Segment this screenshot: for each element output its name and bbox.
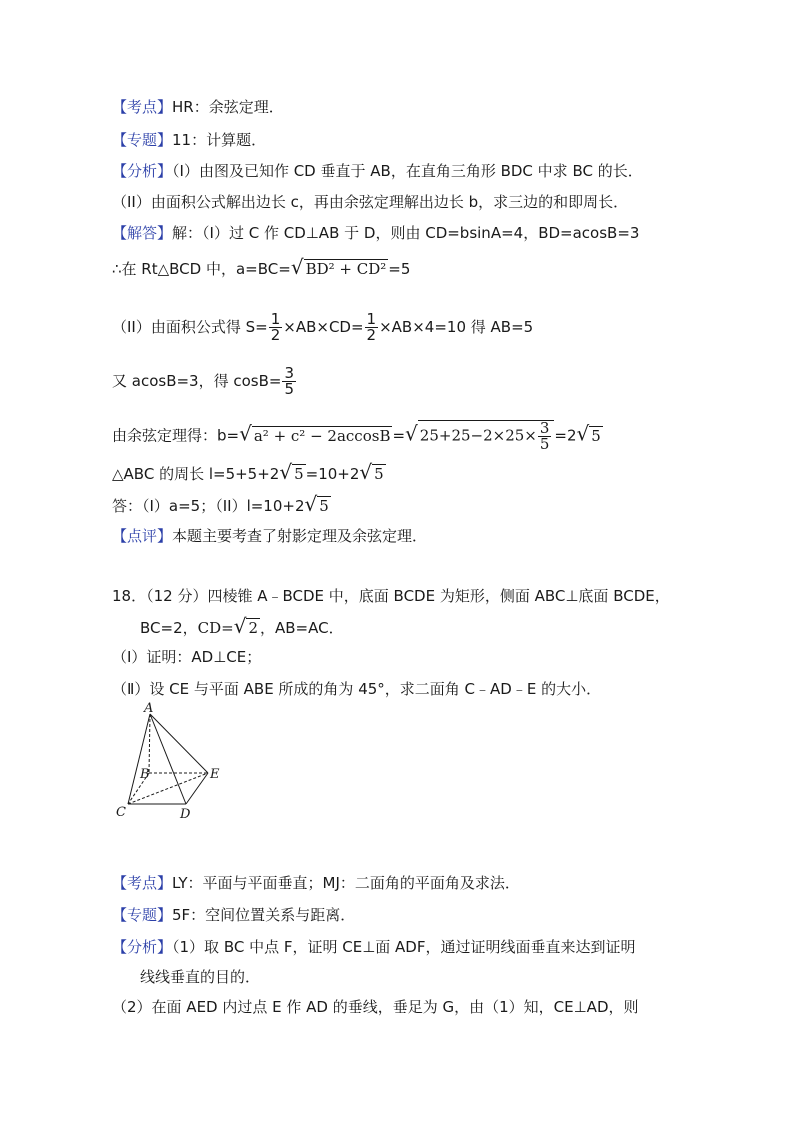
solution-line-cosb — [112, 366, 297, 397]
pyramid-figure — [112, 700, 232, 824]
q18-bc: BC=2， — [140, 619, 198, 637]
fenxi-tag-2: 【分析】 — [112, 938, 173, 956]
perimeter-radicand-2: 5 — [374, 465, 384, 483]
bc-text: ∴在 Rt△BCD 中，a=BC= — [112, 260, 291, 278]
q18-part-1-text: （Ⅰ）证明：AD⊥CE； — [112, 648, 262, 666]
zhuanti-line-1 — [112, 129, 266, 151]
label-E: E — [210, 767, 220, 782]
fenxi-line-2 — [112, 191, 628, 213]
b-text: 由余弦定理得：b= — [112, 426, 240, 445]
perimeter-radicand-1: 5 — [294, 465, 304, 483]
solution-line-perimeter — [112, 461, 386, 485]
label-C: C — [116, 805, 126, 820]
fenxi-line-3 — [112, 936, 636, 958]
fenxi-line-5 — [112, 996, 639, 1018]
fenxi-tag: 【分析】 — [112, 162, 173, 180]
edge-DE — [186, 773, 208, 804]
fenxi-text-5: （2）在面 AED 内过点 E 作 AD 的垂线，垂足为 G，由（1）知，CE⊥AD，则 — [112, 998, 639, 1016]
b-result: =2 — [554, 426, 577, 445]
answer-radicand: 5 — [319, 497, 329, 515]
bc-result: =5 — [388, 260, 411, 278]
q18-line-2 — [140, 615, 344, 639]
fenxi-line-1 — [112, 160, 643, 182]
fraction-half-1: $\frac{1}{2}$ — [270, 310, 281, 344]
sqrt-sign: √ — [233, 614, 247, 638]
edge-AE — [150, 714, 208, 773]
answer-line — [112, 493, 331, 517]
q18-statement: 18．（12 分）四棱锥 A﹣BCDE 中，底面 BCDE 为矩形，侧面 ABC⊥底面 BCDE， — [112, 587, 670, 605]
q18-cd-radicand: 2 — [248, 619, 258, 637]
sqrt-sign: √ — [239, 421, 252, 446]
q18-ab-ac: ，AB=AC． — [260, 619, 344, 637]
q18-part-2-text: （Ⅱ）设 CE 与平面 ABE 所成的角为 45°，求二面角 C﹣AD﹣E 的大小． — [112, 680, 602, 698]
solution-line-bc — [112, 256, 410, 280]
kaodian-line-2 — [112, 872, 520, 894]
q18-part-2 — [112, 678, 601, 700]
fraction-3-5: $\frac{3}{5}$ — [284, 364, 295, 398]
jieda-line — [112, 222, 639, 244]
fenxi-text-4: 线线垂直的目的． — [140, 968, 261, 986]
perimeter-text-b: =10+2 — [305, 465, 360, 483]
b-radicand-2: 25+25−2×25× $\frac{3}{5}$ — [418, 420, 555, 452]
fenxi-text-3: （1）取 BC 中点 F，证明 CE⊥面 ADF，通过证明线面垂直来达到证明 — [172, 938, 636, 956]
sqrt-sign: √ — [290, 255, 304, 279]
solution-line-area — [112, 312, 533, 343]
kaodian-tag: 【考点】 — [112, 98, 173, 116]
solution-line-b — [112, 420, 603, 452]
fenxi-text-1: （I）由图及已知作 CD 垂直于 AB，在直角三角形 BDC 中求 BC 的长． — [172, 162, 643, 180]
jieda-tag: 【解答】 — [112, 224, 173, 242]
sqrt-sign: √ — [279, 460, 293, 484]
kaodian-line-1 — [112, 96, 284, 118]
area-text-c: ×AB×4=10 得 AB=5 — [379, 318, 534, 336]
label-A: A — [144, 701, 154, 716]
edge-AD — [150, 714, 186, 804]
zhuanti-tag-2: 【专题】 — [112, 906, 173, 924]
perimeter-text: △ABC 的周长 l=5+5+2 — [112, 465, 280, 483]
edge-AC — [128, 714, 150, 804]
zhuanti-text: 11：计算题． — [172, 131, 267, 149]
fenxi-line-4 — [140, 966, 260, 988]
edge-AB — [149, 714, 150, 773]
sqrt-sign: √ — [405, 421, 418, 446]
q18-line-1 — [112, 585, 670, 607]
equals: = — [392, 426, 406, 445]
zhuanti-line-2 — [112, 904, 355, 926]
q18-part-1 — [112, 646, 261, 668]
kaodian-tag-2: 【考点】 — [112, 874, 173, 892]
sqrt-sign: √ — [359, 460, 373, 484]
zhuanti-tag: 【专题】 — [112, 131, 173, 149]
area-text-b: ×AB×CD= — [283, 318, 364, 336]
b-radicand-3: 5 — [591, 426, 601, 445]
sqrt-sign: √ — [304, 492, 318, 516]
sqrt-sign: √ — [576, 421, 590, 446]
kaodian-text: HR：余弦定理． — [172, 98, 284, 116]
area-text-a: （II）由面积公式得 S= — [112, 318, 268, 336]
q18-cd: CD= — [197, 619, 234, 637]
cosb-text: 又 acosB=3，得 cosB= — [112, 372, 282, 390]
jieda-text: 解：（I）过 C 作 CD⊥AB 于 D，则由 CD=bsinA=4，BD=acosB=3 — [172, 224, 640, 242]
kaodian-text-2: LY：平面与平面垂直；MJ：二面角的平面角及求法． — [172, 874, 520, 892]
fraction-half-2: $\frac{1}{2}$ — [366, 310, 377, 344]
answer-text: 答：（I）a=5；（II）l=10+2 — [112, 497, 305, 515]
dianping-text: 本题主要考查了射影定理及余弦定理． — [172, 527, 428, 545]
label-B: B — [140, 767, 150, 782]
zhuanti-text-2: 5F：空间位置关系与距离． — [172, 906, 356, 924]
label-D: D — [180, 807, 191, 822]
dianping-line-1 — [112, 525, 427, 547]
bc-radicand: BD² + CD² — [305, 260, 387, 278]
dianping-tag: 【点评】 — [112, 527, 173, 545]
fenxi-text-2: （II）由面积公式解出边长 c，再由余弦定理解出边长 b，求三边的和即周长． — [112, 193, 629, 211]
b-radicand-1: a² + c² − 2accosB — [253, 426, 391, 445]
